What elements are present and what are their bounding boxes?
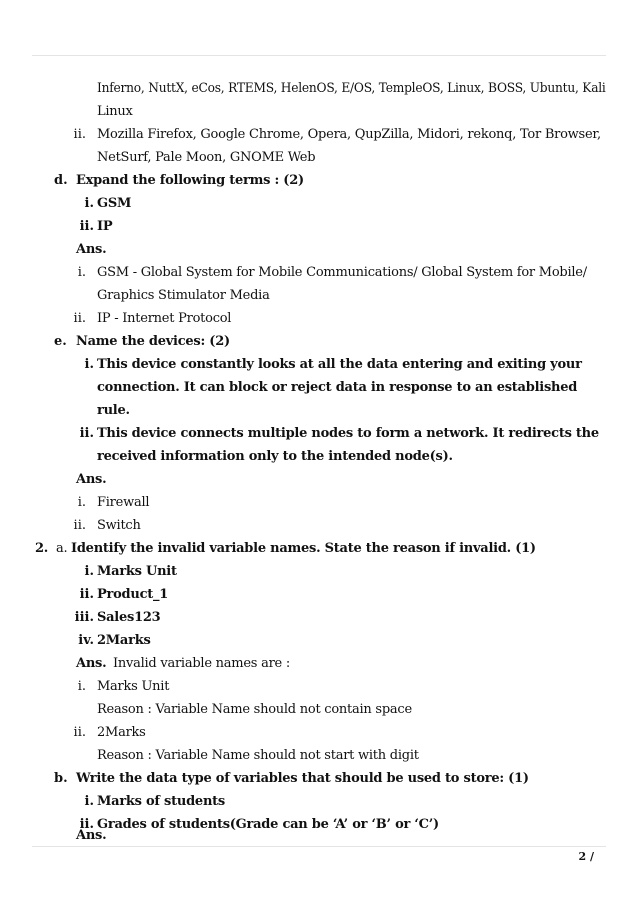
question-text: Expand the following terms : (2): [76, 173, 304, 188]
page-number: 2 /: [578, 850, 594, 863]
list-marker: ii.: [79, 817, 94, 832]
answer-text: Invalid variable names are :: [113, 656, 291, 671]
answer-text: Reason : Variable Name should not contain space: [97, 702, 412, 717]
list-marker: ii.: [79, 587, 94, 602]
list-marker: ii.: [79, 219, 94, 234]
question-text: Identify the invalid variable names. State the reason if invalid. (1): [71, 541, 536, 556]
answer-text: NetSurf, Pale Moon, GNOME Web: [97, 150, 316, 165]
answer-text: Reason : Variable Name should not start with digit: [97, 748, 419, 763]
question-item: This device connects multiple nodes to form a network. It redirects the: [97, 426, 599, 441]
list-marker: ii.: [73, 518, 86, 533]
question-item: received information only to the intended node(s).: [97, 449, 453, 464]
answer-text: Firewall: [97, 495, 150, 510]
list-marker: iii.: [74, 610, 94, 625]
list-marker: ii.: [73, 725, 86, 740]
header-divider: [32, 55, 606, 56]
answer-text: GSM - Global System for Mobile Communications/ Global System for Mobile/: [97, 265, 587, 280]
answer-text: 2Marks: [97, 725, 146, 740]
list-marker: ii.: [73, 127, 86, 142]
list-marker: ii.: [73, 311, 86, 326]
list-marker: i.: [77, 495, 86, 510]
question-item: Sales123: [97, 610, 161, 625]
answer-text: Linux: [97, 104, 133, 119]
list-marker: iv.: [78, 633, 94, 648]
answer-text: Mozilla Firefox, Google Chrome, Opera, QupZilla, Midori, rekonq, Tor Browser,: [97, 127, 601, 142]
list-marker: i.: [77, 679, 86, 694]
question-item: IP: [97, 219, 113, 234]
question-marker: e.: [54, 334, 67, 349]
footer-divider: [32, 846, 606, 847]
list-marker: ii.: [79, 426, 94, 441]
question-item: Marks of students: [97, 794, 225, 809]
list-marker: i.: [84, 564, 94, 579]
question-marker: d.: [54, 173, 68, 188]
answer-text: Graphics Stimulator Media: [97, 288, 270, 303]
answer-text: Switch: [97, 518, 141, 533]
question-item: Marks Unit: [97, 564, 177, 579]
question-item: 2Marks: [97, 633, 151, 648]
list-marker: i.: [84, 196, 94, 211]
question-marker: a.: [56, 541, 68, 556]
question-item: connection. It can block or reject data in response to an established: [97, 380, 578, 395]
question-number: 2.: [35, 541, 49, 556]
answer-label: Ans.: [76, 472, 107, 487]
answer-text: Marks Unit: [97, 679, 170, 694]
question-marker: b.: [54, 771, 68, 786]
question-item: Grades of students(Grade can be ‘A’ or ‘B’ or ‘C’): [97, 817, 439, 832]
question-text: Name the devices: (2): [76, 334, 230, 349]
question-item: GSM: [97, 196, 132, 211]
question-text: Write the data type of variables that should be used to store: (1): [76, 771, 529, 786]
list-marker: i.: [84, 357, 94, 372]
question-item: This device constantly looks at all the data entering and exiting your: [97, 357, 582, 372]
question-item: Product_1: [97, 587, 169, 602]
list-marker: i.: [77, 265, 86, 280]
answer-label: Ans.: [76, 828, 107, 843]
answer-text: IP - Internet Protocol: [97, 311, 232, 326]
list-marker: i.: [84, 794, 94, 809]
answer-text: Inferno, NuttX, eCos, RTEMS, HelenOS, E/OS, TempleOS, Linux, BOSS, Ubuntu, Kali: [97, 81, 606, 96]
answer-label: Ans.: [76, 656, 107, 671]
question-item: rule.: [97, 403, 130, 418]
answer-label: Ans.: [76, 242, 107, 257]
